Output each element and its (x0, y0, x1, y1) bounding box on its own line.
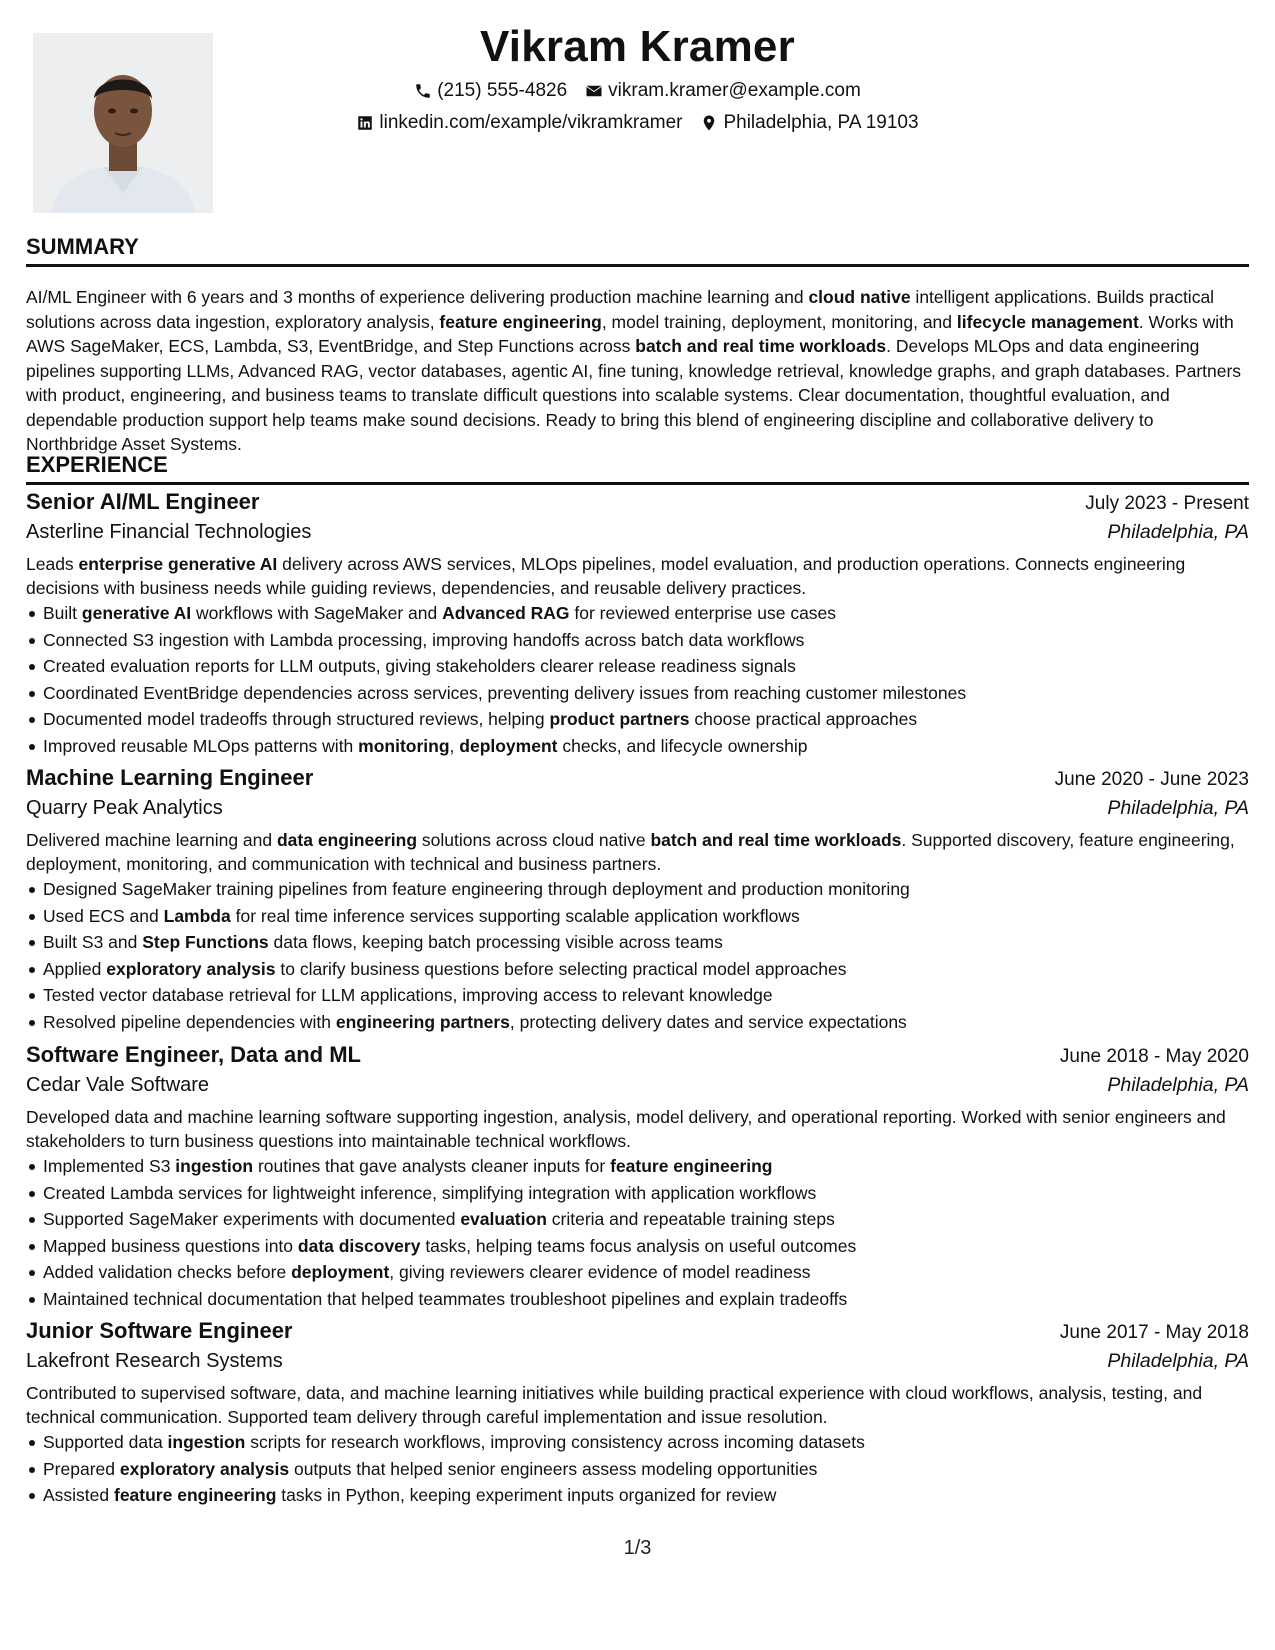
text-run: , protecting delivery dates and service expectations (509, 1011, 907, 1032)
bullet-item (26, 706, 1249, 733)
text-run: Used ECS and (43, 905, 164, 926)
bold-phrase: ingestion (167, 1432, 246, 1452)
bold-phrase: batch and real time workloads (650, 830, 902, 850)
job-company: Quarry Peak Analytics (26, 797, 223, 819)
job-location: Philadelphia, PA (1107, 1074, 1249, 1096)
bold-phrase: feature engineering (114, 1485, 277, 1506)
bold-phrase: engineering partners (335, 1011, 510, 1032)
job-description (26, 828, 1249, 876)
bold-phrase: product partners (549, 709, 690, 730)
text-run: solutions across cloud native (417, 830, 651, 850)
linkedin-icon (356, 114, 374, 132)
text-run: choose practical approaches (689, 709, 918, 730)
text-run: delivery across AWS services, MLOps pipelines, model evaluation, and production operations. Connects engineering decisions with business needs while guiding reviews, dependencies, and reusable delivery practices. (26, 554, 1186, 598)
text-run: Resolved pipeline dependencies with (43, 1011, 336, 1032)
summary-text (26, 285, 1249, 457)
bullet-item (26, 1429, 1249, 1456)
text-run: tasks in Python, keeping experiment inputs organized for review (276, 1485, 777, 1506)
text-run: outputs that helped senior engineers assess modeling opportunities (289, 1458, 818, 1479)
text-run: Built (43, 603, 82, 623)
job-entry (26, 1042, 1249, 1313)
text-run: Tested vector database retrieval for LLM applications, improving access to relevant knowledge (43, 985, 773, 1006)
text-run: Developed data and machine learning software supporting ingestion, analysis, model delivery, and operational reporting. Worked with senior engineers and stakeholders to turn business questions into maintainable technical workflows. (26, 1107, 1226, 1151)
job-entry (26, 765, 1249, 1036)
job-bullets (26, 1429, 1249, 1509)
text-run: Added validation checks before (43, 1262, 292, 1283)
job-title: Junior Software Engineer (26, 1318, 293, 1343)
text-run: Assisted (43, 1485, 114, 1506)
phone-icon (414, 82, 432, 100)
text-run: intelligent applications. Builds practical solutions across data ingestion, exploratory analysis, (26, 287, 1215, 332)
text-run: Documented model tradeoffs through structured reviews, helping (43, 709, 550, 730)
bullet-item (26, 600, 1249, 627)
text-run: Leads (26, 554, 79, 574)
text-run: Created Lambda services for lightweight inference, simplifying integration with application workflows (43, 1182, 817, 1203)
text-run: . Works with AWS SageMaker, ECS, Lambda, S3, EventBridge, and Step Functions across (26, 311, 1234, 356)
text-run: Implemented S3 (43, 1156, 176, 1176)
email-address[interactable]: vikram.kramer@example.com (608, 80, 861, 101)
text-run: tasks, helping teams focus analysis on useful outcomes (420, 1235, 857, 1256)
job-company: Cedar Vale Software (26, 1074, 210, 1096)
bullet-item (26, 733, 1249, 760)
bold-phrase: ingestion (175, 1156, 254, 1176)
bullet-item (26, 1286, 1249, 1313)
bold-phrase: data discovery (297, 1235, 421, 1256)
bullet-item (26, 903, 1249, 930)
job-title: Senior AI/ML Engineer (26, 489, 260, 514)
text-run: Mapped business questions into (43, 1235, 298, 1256)
bold-phrase: enterprise generative AI (78, 554, 278, 574)
bullet-item (26, 653, 1249, 680)
page-number: 1/3 (623, 1537, 652, 1559)
job-description (26, 1381, 1249, 1429)
text-run: Built S3 and (43, 932, 143, 953)
bullet-item (26, 627, 1249, 654)
job-location: Philadelphia, PA (1107, 1350, 1249, 1372)
bullet-item (26, 1482, 1249, 1509)
job-bullets (26, 1153, 1249, 1313)
job-header-row (26, 489, 1249, 515)
text-run: , model training, deployment, monitoring, and (601, 311, 957, 332)
text-run: Contributed to supervised software, data, and machine learning initiatives while building practical experience with cloud workflows, analysis, testing, and technical communication. Supported team delivery through careful implementation and issue resolution. (26, 1383, 1203, 1427)
job-entry (26, 489, 1249, 760)
bold-phrase: batch and real time workloads (635, 336, 887, 356)
text-run: . Supported discovery, feature engineering, deployment, monitoring, and communication with technical and business partners. (26, 830, 1235, 874)
bold-phrase: exploratory analysis (119, 1458, 290, 1479)
email-contact[interactable] (585, 80, 861, 102)
linkedin-url[interactable]: linkedin.com/example/vikramkramer (379, 112, 683, 133)
linkedin-contact[interactable] (356, 112, 682, 134)
bullet-item (26, 1153, 1249, 1180)
bullet-item (26, 1259, 1249, 1286)
job-description (26, 1105, 1249, 1153)
bold-phrase: data engineering (276, 830, 418, 850)
phone-contact (414, 80, 567, 102)
text-run: , giving reviewers clearer evidence of model readiness (389, 1262, 811, 1283)
text-run: Coordinated EventBridge dependencies across services, preventing delivery issues from reaching customer milestones (43, 682, 967, 703)
job-company-row (26, 797, 1249, 820)
job-description (26, 552, 1249, 600)
text-run: Improved reusable MLOps patterns with (43, 735, 359, 756)
text-run: Designed SageMaker training pipelines from feature engineering through deployment and production monitoring (43, 879, 910, 899)
envelope-icon (585, 82, 603, 100)
bold-phrase: Advanced RAG (442, 603, 570, 623)
bold-phrase: exploratory analysis (106, 958, 276, 979)
map-pin-icon (700, 114, 718, 132)
bullet-item (26, 680, 1249, 707)
text-run: for reviewed enterprise use cases (569, 603, 837, 623)
bold-phrase: deployment (291, 1262, 390, 1283)
bullet-item (26, 1233, 1249, 1260)
bold-phrase: Lambda (163, 905, 231, 926)
bullet-item (26, 982, 1249, 1009)
job-bullets (26, 600, 1249, 760)
job-header-row (26, 765, 1249, 791)
bold-phrase: generative AI (81, 603, 192, 623)
job-dates: June 2020 - June 2023 (1054, 769, 1249, 790)
summary-heading: SUMMARY (26, 234, 1249, 267)
location-contact (700, 112, 918, 134)
bullet-item (26, 876, 1249, 903)
text-run: AI/ML Engineer with 6 years and 3 months of experience delivering production machine learning and (26, 287, 809, 307)
bold-phrase: cloud native (808, 287, 911, 307)
bold-phrase: monitoring (358, 735, 450, 756)
text-run: routines that gave analysts cleaner inputs for (253, 1156, 611, 1176)
text-run: Supported data (43, 1432, 168, 1452)
bold-phrase: evaluation (460, 1209, 547, 1230)
bullet-item (26, 929, 1249, 956)
job-entry (26, 1318, 1249, 1509)
text-run: scripts for research workflows, improving consistency across incoming datasets (245, 1432, 865, 1452)
text-run: . Develops MLOps and data engineering pipelines supporting LLMs, Advanced RAG, vector databases, agentic AI, fine tuning, knowledge retrieval, knowledge graphs, and graph databases. Partners with product, engineering, and business teams to translate difficult questions into scalable systems. Clear documentation, thoughtful evaluation, and dependable production support help teams make sound decisions. Ready to bring this blend of engineering discipline and collaborative delivery to Northbridge Asset Systems. (26, 336, 1242, 454)
job-header-row (26, 1318, 1249, 1344)
job-dates: July 2023 - Present (1085, 493, 1249, 514)
bold-phrase: Step Functions (142, 932, 269, 953)
job-company-row (26, 521, 1249, 544)
bold-phrase: lifecycle management (956, 311, 1139, 332)
text-run: for real time inference services supporting scalable application workflows (230, 905, 800, 926)
text-run: Applied (43, 958, 107, 979)
job-title: Machine Learning Engineer (26, 765, 314, 790)
text-run: Supported SageMaker experiments with documented (43, 1209, 461, 1230)
bold-phrase: feature engineering (439, 311, 602, 332)
bold-phrase: feature engineering (610, 1156, 773, 1176)
contact-line-1 (0, 80, 1275, 102)
job-location: Philadelphia, PA (1107, 797, 1249, 819)
job-company-row (26, 1350, 1249, 1373)
job-bullets (26, 876, 1249, 1036)
location-text: Philadelphia, PA 19103 (723, 112, 919, 133)
experience-heading: EXPERIENCE (26, 452, 1249, 485)
text-run: to clarify business questions before selecting practical model approaches (275, 958, 847, 979)
phone-number: (215) 555-4826 (437, 80, 568, 101)
job-company: Lakefront Research Systems (26, 1350, 283, 1372)
text-run: checks, and lifecycle ownership (557, 735, 808, 756)
text-run: data flows, keeping batch processing visible across teams (268, 932, 723, 953)
job-dates: June 2017 - May 2018 (1059, 1322, 1249, 1343)
text-run: Created evaluation reports for LLM outputs, giving stakeholders clearer release readiness signals (43, 656, 796, 677)
text-run: Prepared (43, 1458, 120, 1479)
job-header-row (26, 1042, 1249, 1068)
contact-line-2 (0, 112, 1275, 134)
text-run: criteria and repeatable training steps (546, 1209, 835, 1230)
text-run: Delivered machine learning and (26, 830, 277, 850)
job-company: Asterline Financial Technologies (26, 521, 312, 543)
bold-phrase: deployment (459, 735, 558, 756)
job-dates: June 2018 - May 2020 (1059, 1046, 1249, 1067)
job-company-row (26, 1074, 1249, 1097)
job-title: Software Engineer, Data and ML (26, 1042, 361, 1067)
bullet-item (26, 1456, 1249, 1483)
text-run: , (449, 735, 460, 756)
bullet-item (26, 1206, 1249, 1233)
bullet-item (26, 956, 1249, 983)
text-run: Connected S3 ingestion with Lambda processing, improving handoffs across batch data workflows (43, 629, 805, 650)
job-location: Philadelphia, PA (1107, 521, 1249, 543)
text-run: workflows with SageMaker and (191, 603, 443, 623)
text-run: Maintained technical documentation that helped teammates troubleshoot pipelines and explain tradeoffs (43, 1288, 848, 1309)
candidate-name: Vikram Kramer (480, 22, 795, 71)
bullet-item (26, 1009, 1249, 1036)
bullet-item (26, 1180, 1249, 1207)
